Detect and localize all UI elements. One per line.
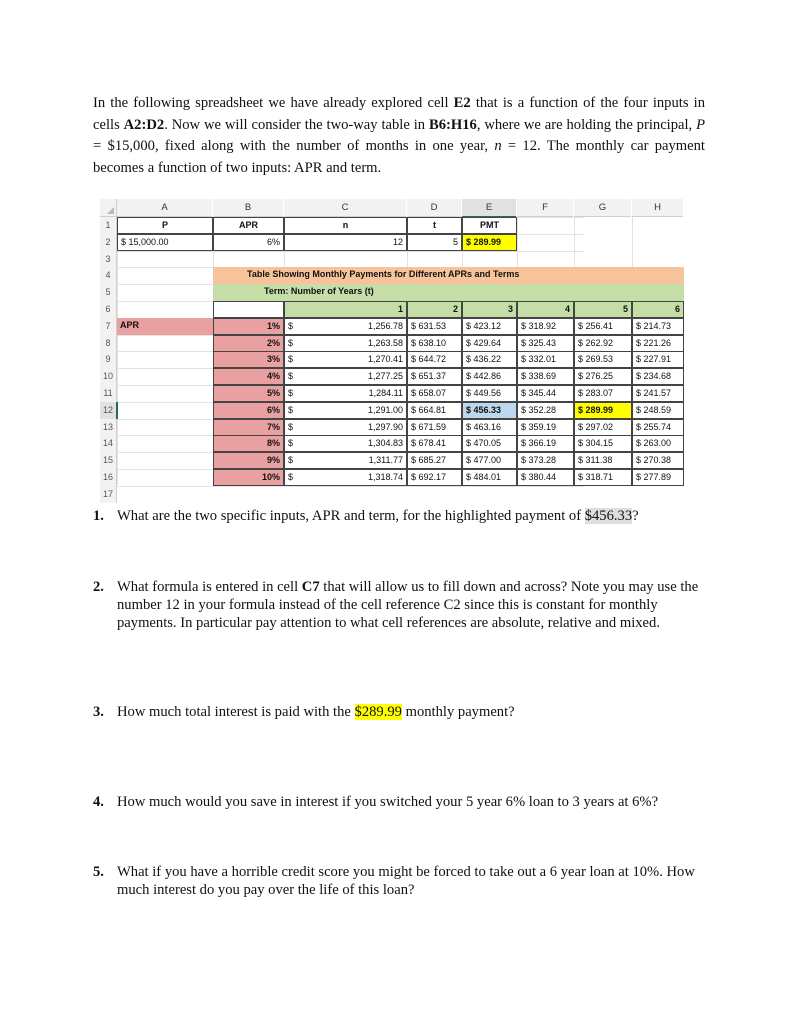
payment-cell[interactable]: $ 248.59 xyxy=(632,402,684,419)
payment-cell[interactable]: $ 631.53 xyxy=(407,318,462,335)
apr-value-10[interactable]: 10% xyxy=(213,469,284,486)
apr-value-8[interactable]: 8% xyxy=(213,435,284,452)
row-header-7[interactable]: 7 xyxy=(100,318,117,335)
row-header-6[interactable]: 6 xyxy=(100,301,117,318)
row-header-17[interactable]: 17 xyxy=(100,486,117,503)
payment-amount: 1,277.25 xyxy=(367,371,403,381)
payment-cell[interactable]: $ 269.53 xyxy=(574,351,632,368)
row-header-15[interactable]: 15 xyxy=(100,452,117,469)
term-header-6[interactable]: 6 xyxy=(632,301,684,318)
gridline-h xyxy=(117,486,584,487)
column-header-d[interactable]: D xyxy=(407,199,461,217)
apr-value-9[interactable]: 9% xyxy=(213,452,284,469)
row-header-14[interactable]: 14 xyxy=(100,435,117,452)
payment-cell[interactable]: $ 685.27 xyxy=(407,452,462,469)
payment-cell[interactable]: $ 477.00 xyxy=(462,452,517,469)
payment-cell[interactable]: $ 429.64 xyxy=(462,335,517,352)
payment-cell[interactable]: $ 671.59 xyxy=(407,419,462,436)
term-header-5[interactable]: 5 xyxy=(574,301,632,318)
row-header-10[interactable]: 10 xyxy=(100,368,117,385)
currency-symbol: $ xyxy=(288,472,294,482)
intro-text-3: . Now we will consider the two-way table in xyxy=(164,116,429,133)
question-text-end: that will allow us to fill down and across? Note you may use the number 12 in your formula instead of the cell reference C2 since this is constant for monthly payments. In particular pay attention to what cell references are absolute, relative and mixed. xyxy=(117,579,699,631)
intro-cells-a2d2: A2:D2 xyxy=(123,116,165,133)
intro-paragraph xyxy=(93,93,705,179)
currency-symbol: $ xyxy=(288,354,294,364)
row-header-8[interactable]: 8 xyxy=(100,335,117,352)
column-header-f[interactable]: F xyxy=(517,199,573,217)
row-header-4[interactable]: 4 xyxy=(100,267,117,284)
intro-text-1: In the following spreadsheet we have already explored cell xyxy=(93,95,454,111)
apr-value-5[interactable]: 5% xyxy=(213,385,284,402)
payment-cell[interactable]: $ 318.92 xyxy=(517,318,574,335)
currency-symbol: $ xyxy=(288,405,294,415)
payment-amount: 1,263.58 xyxy=(367,338,403,348)
column-header-c[interactable]: C xyxy=(284,199,406,217)
question-text: How much would you save in interest if you switched your 5 year 6% loan to 3 years at 6%? xyxy=(117,794,659,810)
select-all-corner[interactable] xyxy=(100,199,117,217)
question-text-end: monthly payment? xyxy=(401,704,515,720)
payment-cell[interactable]: $ 311.38 xyxy=(574,452,632,469)
payment-amount: 1,256.78 xyxy=(367,321,403,331)
currency-symbol: $ xyxy=(288,338,294,348)
question-1 xyxy=(93,507,705,525)
apr-label[interactable]: APR xyxy=(117,318,213,335)
intro-text-4: , where we are holding the principal, xyxy=(476,116,697,133)
term-label[interactable]: Term: Number of Years (t) xyxy=(213,284,684,301)
highlighted-value: $456.33 xyxy=(584,508,633,524)
payment-cell[interactable]: $ 678.41 xyxy=(407,435,462,452)
cell-b6[interactable] xyxy=(213,301,284,318)
cell-d1[interactable]: t xyxy=(407,217,462,234)
question-5 xyxy=(93,863,705,899)
question-4 xyxy=(93,793,705,811)
apr-value-7[interactable]: 7% xyxy=(213,419,284,436)
payment-cell[interactable]: $ 436.22 xyxy=(462,351,517,368)
payment-amount: 1,284.11 xyxy=(368,388,403,398)
term-header-2[interactable]: 2 xyxy=(407,301,462,318)
payment-amount: 1,304.83 xyxy=(367,438,403,448)
payment-cell[interactable]: $ 297.02 xyxy=(574,419,632,436)
question-3 xyxy=(93,703,705,721)
currency-symbol: $ xyxy=(288,422,294,432)
question-number: 3. xyxy=(93,704,104,720)
apr-value-6[interactable]: 6% xyxy=(213,402,284,419)
payment-cell[interactable]: $ 304.15 xyxy=(574,435,632,452)
payment-cell[interactable]: $ 325.43 xyxy=(517,335,574,352)
payment-cell[interactable]: $ 256.41 xyxy=(574,318,632,335)
table-title[interactable]: Table Showing Monthly Payments for Different APRs and Terms xyxy=(213,267,684,284)
term-header-4[interactable]: 4 xyxy=(517,301,574,318)
payment-cell[interactable]: $ 651.37 xyxy=(407,368,462,385)
question-number: 2. xyxy=(93,579,104,595)
apr-value-4[interactable]: 4% xyxy=(213,368,284,385)
payment-cell[interactable]: $ 234.68 xyxy=(632,368,684,385)
question-text: What are the two specific inputs, APR and term, for the highlighted payment of xyxy=(117,508,585,524)
payment-cell[interactable]: $ 332.01 xyxy=(517,351,574,368)
payment-cell[interactable]: $ 283.07 xyxy=(574,385,632,402)
payment-cell[interactable] xyxy=(284,419,407,436)
row-header-1[interactable]: 1 xyxy=(100,217,117,234)
intro-text-6: = 12. The monthly car payment becomes a function of two inputs: APR and term. xyxy=(93,138,705,176)
payment-cell[interactable]: $ 263.00 xyxy=(632,435,684,452)
apr-value-1[interactable]: 1% xyxy=(213,318,284,335)
question-text: What if you have a horrible credit score you might be forced to take out a 6 year loan at 10%. How much interest do you pay over the life of this loan? xyxy=(117,864,695,898)
currency-symbol: $ xyxy=(288,455,294,465)
payment-cell[interactable]: $ 692.17 xyxy=(407,469,462,486)
currency-symbol: $ xyxy=(288,371,294,381)
payment-cell[interactable]: $ 463.16 xyxy=(462,419,517,436)
payment-cell[interactable]: $ 262.92 xyxy=(574,335,632,352)
question-text: How much total interest is paid with the xyxy=(117,704,355,720)
cell-d2[interactable]: 5 xyxy=(407,234,462,251)
intro-var-p: P xyxy=(696,116,706,133)
payment-cell[interactable]: $ 276.25 xyxy=(574,368,632,385)
cell-e1[interactable]: PMT xyxy=(462,217,517,234)
payment-cell[interactable]: $ 241.57 xyxy=(632,385,684,402)
gridline-h xyxy=(117,251,584,252)
payment-cell[interactable]: $ 423.12 xyxy=(462,318,517,335)
term-header-3[interactable]: 3 xyxy=(462,301,517,318)
payment-cell-highlighted-blue[interactable]: $ 456.33 xyxy=(462,402,517,419)
intro-cell-e2: E2 xyxy=(453,95,471,111)
row-header-2[interactable]: 2 xyxy=(100,234,117,251)
payment-cell[interactable]: $ 359.19 xyxy=(517,419,574,436)
question-cell-ref: C7 xyxy=(301,579,320,595)
apr-value-3[interactable]: 3% xyxy=(213,351,284,368)
row-header-12[interactable]: 12 xyxy=(100,402,118,419)
intro-text-2: that is a function of the four inputs in cells xyxy=(93,95,705,133)
term-header-1[interactable]: 1 xyxy=(284,301,407,318)
column-header-b[interactable]: B xyxy=(213,199,283,217)
cell-c1[interactable]: n xyxy=(284,217,407,234)
payment-cell[interactable]: $ 338.69 xyxy=(517,368,574,385)
column-header-e[interactable]: E xyxy=(462,199,516,218)
payment-cell[interactable]: $ 352.28 xyxy=(517,402,574,419)
payment-cell[interactable] xyxy=(284,402,407,419)
cell-b2[interactable]: 6% xyxy=(213,234,284,251)
row-header-13[interactable]: 13 xyxy=(100,419,117,436)
row-header-11[interactable]: 11 xyxy=(100,385,117,402)
payment-cell[interactable]: $ 380.44 xyxy=(517,469,574,486)
cell-b1[interactable]: APR xyxy=(213,217,284,234)
payment-amount: 1,311.77 xyxy=(368,455,403,465)
column-header-h[interactable]: H xyxy=(632,199,683,217)
row-header-9[interactable]: 9 xyxy=(100,351,117,368)
payment-cell[interactable]: $ 255.74 xyxy=(632,419,684,436)
payment-cell[interactable] xyxy=(284,452,407,469)
question-number: 1. xyxy=(93,508,104,524)
cell-a1[interactable]: P xyxy=(117,217,213,234)
column-header-a[interactable]: A xyxy=(117,199,212,217)
column-header-g[interactable]: G xyxy=(574,199,631,217)
payment-cell[interactable] xyxy=(284,368,407,385)
payment-cell[interactable]: $ 345.44 xyxy=(517,385,574,402)
payment-cell[interactable]: $ 484.01 xyxy=(462,469,517,486)
payment-cell[interactable] xyxy=(284,318,407,335)
intro-range-b6h16: B6:H16 xyxy=(428,116,477,133)
cell-c2[interactable]: 12 xyxy=(284,234,407,251)
payment-amount: 1,297.90 xyxy=(367,422,403,432)
payment-cell[interactable] xyxy=(284,435,407,452)
row-header-16[interactable]: 16 xyxy=(100,469,117,486)
payment-cell[interactable] xyxy=(284,335,407,352)
payment-cell[interactable]: $ 470.05 xyxy=(462,435,517,452)
currency-symbol: $ xyxy=(288,321,294,331)
highlighted-value: $289.99 xyxy=(354,704,402,720)
payment-cell[interactable]: $ 277.89 xyxy=(632,469,684,486)
question-text-end: ? xyxy=(632,508,639,524)
payment-cell[interactable]: $ 318.71 xyxy=(574,469,632,486)
payment-cell[interactable]: $ 221.26 xyxy=(632,335,684,352)
currency-symbol: $ xyxy=(288,388,294,398)
payment-cell[interactable]: $ 449.56 xyxy=(462,385,517,402)
payment-cell[interactable]: $ 214.73 xyxy=(632,318,684,335)
row-header-3[interactable]: 3 xyxy=(100,251,117,268)
question-number: 5. xyxy=(93,864,104,880)
payment-cell[interactable]: $ 442.86 xyxy=(462,368,517,385)
payment-cell[interactable]: $ 270.38 xyxy=(632,452,684,469)
payment-cell[interactable] xyxy=(284,385,407,402)
payment-cell[interactable]: $ 227.91 xyxy=(632,351,684,368)
payment-cell[interactable]: $ 664.81 xyxy=(407,402,462,419)
question-2 xyxy=(93,578,705,632)
question-number: 4. xyxy=(93,794,104,810)
intro-var-n: n xyxy=(494,138,502,154)
payment-amount: 1,318.74 xyxy=(367,472,403,482)
payment-cell[interactable] xyxy=(284,469,407,486)
payment-cell[interactable]: $ 638.10 xyxy=(407,335,462,352)
question-text: What formula is entered in cell xyxy=(117,579,302,595)
intro-text-5: = $15,000, fixed along with the number of months in one year, xyxy=(93,138,495,154)
cell-a2[interactable]: $ 15,000.00 xyxy=(117,234,213,251)
payment-cell[interactable]: $ 373.28 xyxy=(517,452,574,469)
cell-e2-pmt[interactable]: $ 289.99 xyxy=(462,234,517,251)
spreadsheet xyxy=(100,199,680,499)
payment-amount: 1,291.00 xyxy=(367,405,403,415)
payment-cell[interactable]: $ 644.72 xyxy=(407,351,462,368)
payment-amount: 1,270.41 xyxy=(367,354,403,364)
payment-cell[interactable]: $ 366.19 xyxy=(517,435,574,452)
payment-cell[interactable]: $ 658.07 xyxy=(407,385,462,402)
payment-cell[interactable] xyxy=(284,351,407,368)
payment-cell-highlighted-yellow[interactable]: $ 289.99 xyxy=(574,402,632,419)
currency-symbol: $ xyxy=(288,438,294,448)
apr-value-2[interactable]: 2% xyxy=(213,335,284,352)
row-header-5[interactable]: 5 xyxy=(100,284,117,301)
